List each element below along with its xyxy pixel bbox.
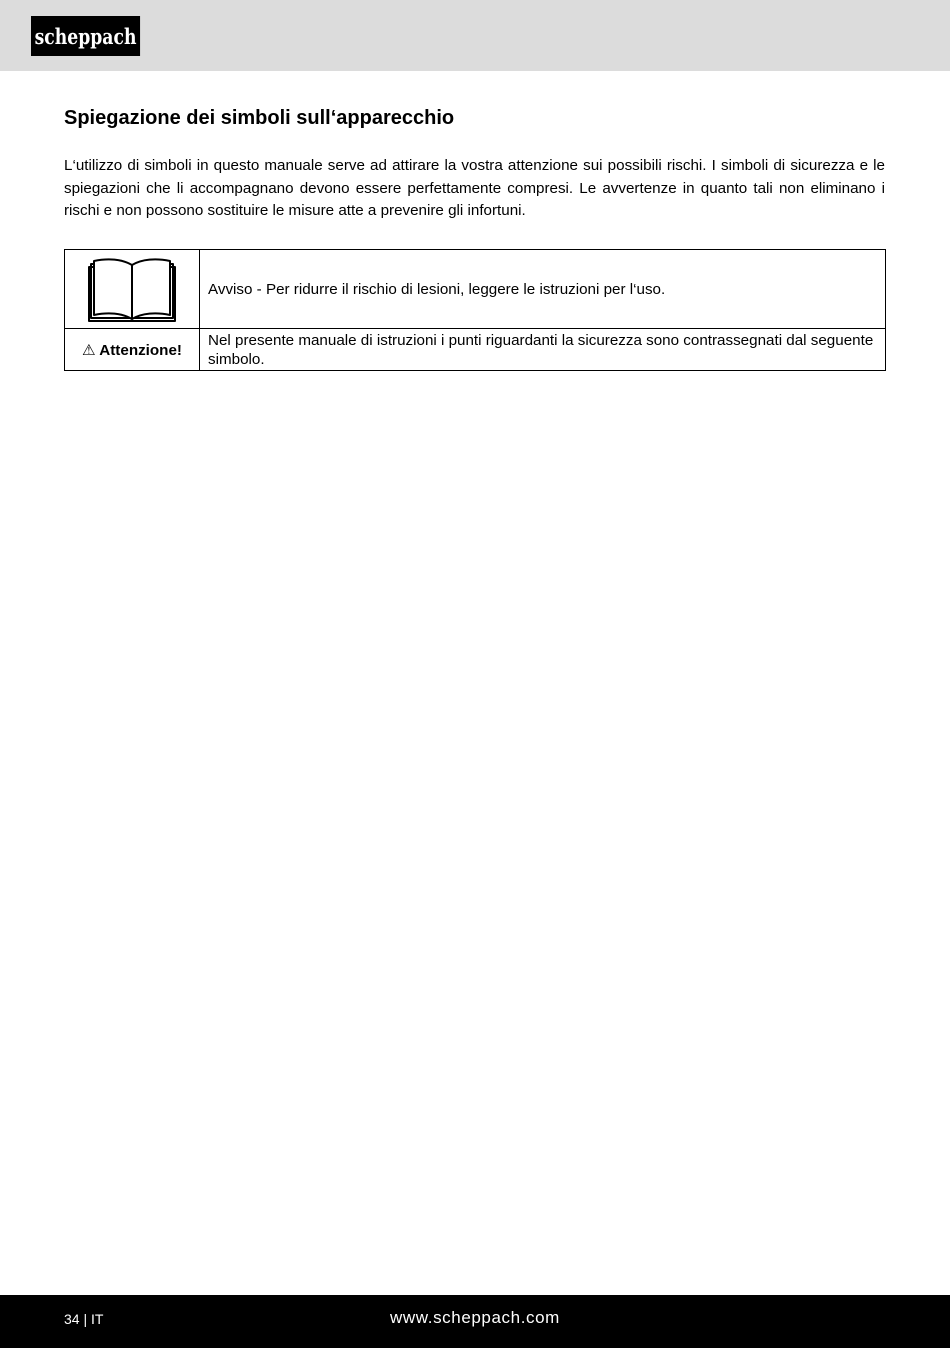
page-header [0,0,950,71]
symbol-description: Nel presente manuale di istruzioni i punti riguardanti la sicurezza sono contrassegnati dal seguente simbolo. [200,329,886,371]
attention-label: ⚠ Attenzione! [82,341,182,359]
symbol-cell [65,329,200,371]
page-footer [0,1295,950,1348]
table-row [65,250,886,329]
symbol-cell [65,250,200,329]
symbols-table [64,249,886,371]
table-row [65,329,886,371]
page-number: 34 | IT [64,1311,104,1327]
intro-paragraph: L‘utilizzo di simboli in questo manuale serve ad attirare la vostra attenzione sui possibili rischi. I simboli di sicurezza e le spiegazioni che li accompagnano devono essere perfettamente compresi. Le avvertenze in quanto tali non eliminano i rischi e non possono sostituire le misure atte a prevenire gli infortuni. [64,157,885,219]
section-title: Spiegazione dei simboli sull‘apparecchio [64,107,455,129]
website-link[interactable]: www.scheppach.com [390,1308,560,1327]
open-book-icon [84,255,180,323]
symbol-description: Avviso - Per ridurre il rischio di lesioni, leggere le istruzioni per l‘uso. [200,250,886,329]
scheppach-logo: scheppach [31,16,140,56]
